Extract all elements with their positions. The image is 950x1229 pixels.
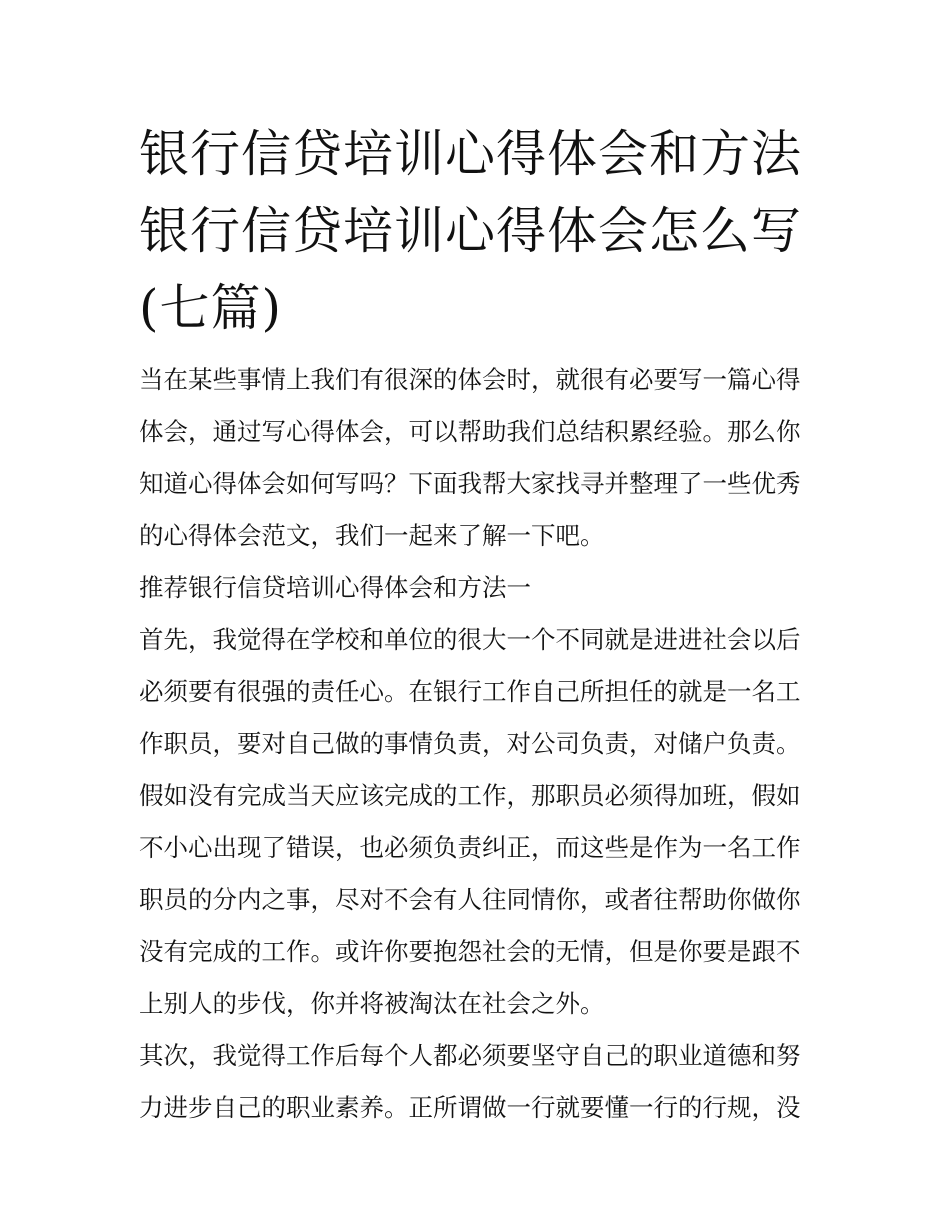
intro-paragraph: 当在某些事情上我们有很深的体会时，就很有必要写一篇心得体会，通过写心得体会，可以帮助我们总结积累经验。那么你知道心得体会如何写吗？下面我帮大家找寻并整理了一些优秀的心得体会范文，我们一起来了解一下吧。: [139, 365, 801, 550]
title-line-1: 银行信贷培训心得体会和方法: [139, 125, 802, 183]
title-line-2: 银行信贷培训心得体会怎么写: [139, 202, 802, 260]
document-title: [139, 116, 819, 347]
title-line-3: (七篇): [139, 279, 283, 337]
body-paragraph-1: 首先，我觉得在学校和单位的很大一个不同就是进进社会以后必须要有很强的责任心。在银行工作自己所担任的就是一名工作职员，要对自己做的事情负责，对公司负责，对储户负责。假如没有完成当天应该完成的工作，那职员必须得加班，假如不小心出现了错误，也必须负责纠正，而这些是作为一名工作职员的分内之事，尽对不会有人往同情你，或者往帮助你做你没有完成的工作。或许你要抱怨社会的无情，但是你要是跟不上别人的步伐，你并将被淘汰在社会之外。: [139, 625, 801, 1018]
body-paragraph-2: 其次，我觉得工作后每个人都必须要坚守自己的职业道德和努力进步自己的职业素养。正所谓做一行就要懂一行的行规，没: [139, 1041, 801, 1122]
section-heading: 推荐银行信贷培训心得体会和方法一: [139, 573, 531, 602]
